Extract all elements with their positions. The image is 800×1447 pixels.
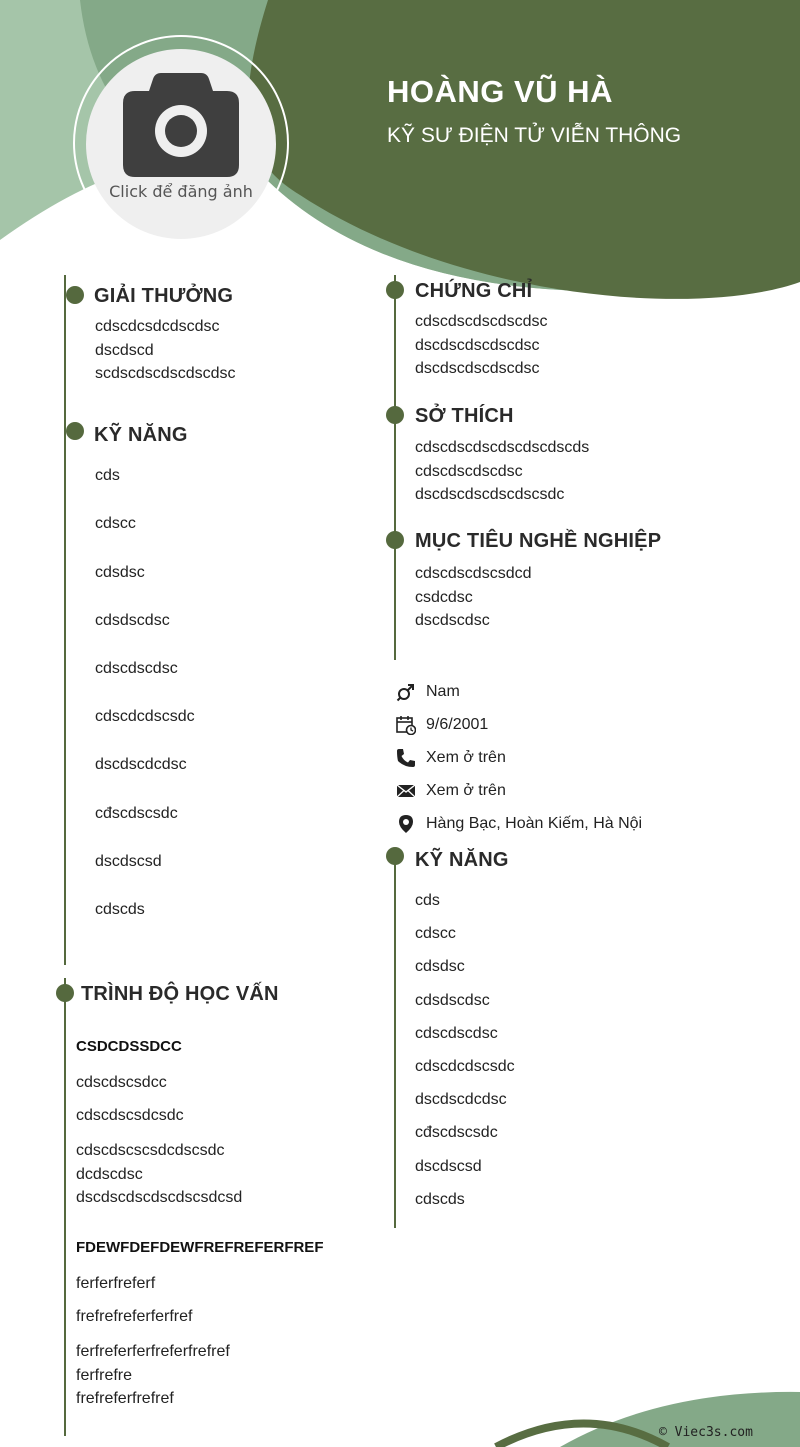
hobby-line: dscdscdscdscdscsdc: [415, 486, 565, 503]
education-description: [76, 1340, 230, 1411]
hobbies-title: SỞ THÍCH: [415, 405, 514, 427]
phone-value: Xem ở trên: [426, 749, 506, 766]
info-email: [396, 779, 506, 803]
awards-line: scdscdscdscdscdsc: [95, 365, 236, 382]
job-title: KỸ SƯ ĐIỆN TỬ VIỄN THÔNG: [387, 124, 682, 147]
timeline-dot: [56, 984, 74, 1002]
skill-item: dscdscsd: [95, 853, 162, 870]
info-phone: [396, 746, 506, 770]
certificate-line: dscdscdscdscdsc: [415, 336, 540, 354]
info-gender: [396, 680, 460, 704]
awards-line: cdscdcsdcdscdsc: [95, 318, 220, 335]
info-birthday: [396, 713, 488, 737]
timeline-dot: [386, 406, 404, 424]
education-desc-line: cdscdscscsdcdscsdc: [76, 1142, 225, 1159]
timeline-dot: [386, 281, 404, 299]
awards-line: dscdscd: [95, 341, 154, 359]
education-desc-line: dcdscdsc: [76, 1165, 143, 1183]
skill-item: dscdscdcdsc: [415, 1091, 507, 1108]
phone-icon: [396, 748, 416, 768]
education-detail: ferferfreferf: [76, 1275, 156, 1292]
skills-title: KỸ NĂNG: [415, 849, 509, 871]
skill-item: cdscds: [415, 1191, 465, 1208]
objective-line: cdscdscdscsdcd: [415, 565, 532, 582]
timeline-dot: [66, 286, 84, 304]
objective-line: dscdscdsc: [415, 612, 490, 629]
skill-item: cds: [415, 892, 440, 909]
timeline-right-bottom: [394, 848, 396, 1228]
location-pin-icon: [396, 814, 416, 834]
timeline-right-top: [394, 275, 396, 660]
skill-item: cdscdscdsc: [415, 1025, 498, 1042]
skill-item: cdscdcdscsdc: [95, 708, 195, 725]
certificates-text: [415, 310, 548, 381]
skill-item: cdsdsc: [95, 564, 145, 581]
avatar-upload[interactable]: [86, 49, 276, 239]
skill-item: dscdscsd: [415, 1158, 482, 1175]
email-value: Xem ở trên: [426, 782, 506, 799]
education-description: [76, 1139, 242, 1210]
calendar-icon: [396, 715, 416, 735]
gender-icon: [396, 682, 416, 702]
skill-item: cds: [95, 467, 120, 484]
address-value: Hàng Bạc, Hoàn Kiếm, Hà Nội: [426, 815, 643, 832]
skill-item: cđscdscsdc: [95, 805, 178, 822]
education-detail: cdscdscsdcsdc: [76, 1107, 184, 1124]
objective-text: [415, 562, 532, 633]
certificate-line: dscdscdscdscdsc: [415, 360, 540, 377]
candidate-name: HOÀNG VŨ HÀ: [387, 74, 613, 109]
watermark: © Viec3s.com: [659, 1425, 753, 1440]
certificate-line: cdscdscdscdscdsc: [415, 313, 548, 330]
skill-item: cdscc: [415, 925, 456, 942]
skill-item: cdsdsc: [415, 958, 465, 975]
objective-title: MỤC TIÊU NGHỀ NGHIỆP: [415, 530, 662, 552]
awards-title: GIẢI THƯỞNG: [94, 285, 234, 307]
education-desc-line: ferfrefre: [76, 1366, 133, 1384]
info-address: [396, 812, 642, 836]
hobby-line: cdscdscdscdsc: [415, 462, 523, 480]
education-school: FDEWFDEFDEWFREFREFERFREF: [76, 1239, 324, 1256]
education-detail: cdscdscsdcc: [76, 1074, 167, 1091]
hobby-line: cdscdscdscdscdscdscds: [415, 439, 590, 456]
timeline-dot: [66, 422, 84, 440]
skill-item: cdscc: [95, 515, 136, 532]
birthday-value: 9/6/2001: [426, 716, 489, 733]
skill-item: cđscdscsdc: [415, 1124, 498, 1141]
skill-item: cdscdcdscsdc: [415, 1058, 515, 1075]
education-desc-line: frefreferfrefref: [76, 1390, 174, 1407]
skill-item: cdscds: [95, 901, 145, 918]
skill-item: cdsdscdsc: [415, 992, 490, 1009]
awards-text: [95, 315, 236, 386]
skill-item: dscdscdcdsc: [95, 756, 187, 773]
skills-title: KỸ NĂNG: [94, 424, 188, 446]
skill-item: cdscdscdsc: [95, 660, 178, 677]
education-title: TRÌNH ĐỘ HỌC VẤN: [81, 983, 279, 1005]
skill-item: cdsdscdsc: [95, 612, 170, 629]
timeline-dot: [386, 847, 404, 865]
timeline-dot: [386, 531, 404, 549]
education-desc-line: dscdscdscdscdscsdcsd: [76, 1189, 243, 1206]
gender-value: Nam: [426, 683, 460, 700]
education-school: CSDCDSSDCC: [76, 1038, 182, 1055]
objective-line: csdcdsc: [415, 588, 473, 606]
avatar-label: Click để đăng ảnh: [109, 182, 253, 201]
hobbies-text: [415, 436, 589, 507]
timeline-left-bottom: [64, 978, 66, 1436]
camera-icon: [123, 73, 239, 177]
certificates-title: CHỨNG CHỈ: [415, 280, 533, 302]
mail-icon: [396, 781, 416, 801]
timeline-left-top: [64, 275, 66, 965]
education-desc-line: ferfreferferfreferfrefref: [76, 1343, 230, 1360]
education-detail: frefrefreferferfref: [76, 1308, 193, 1325]
